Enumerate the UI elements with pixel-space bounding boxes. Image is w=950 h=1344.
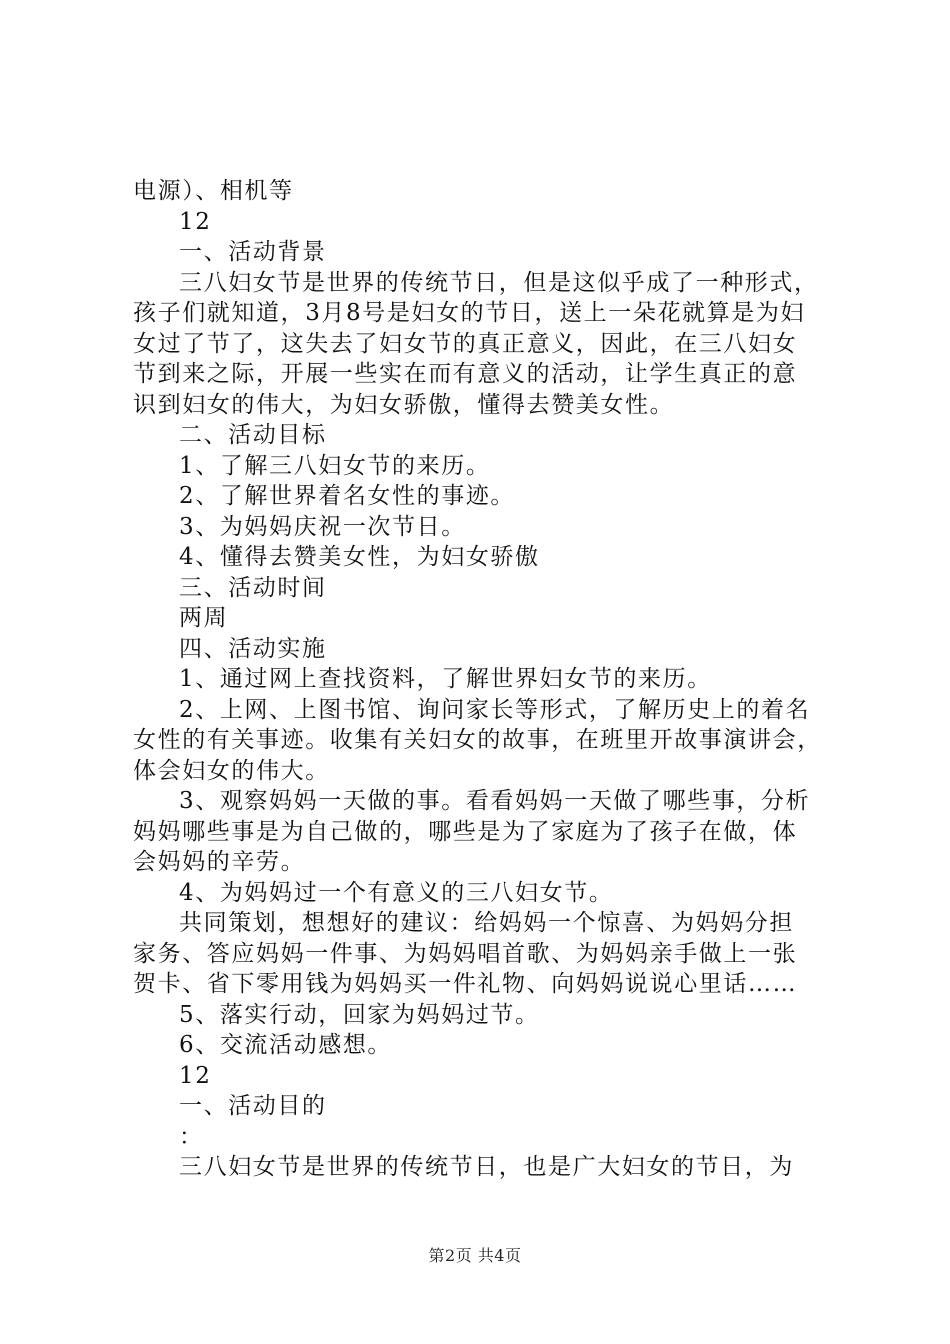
paragraph-line: 三八妇女节是世界的传统节日，但是这似乎成了一种形式， — [179, 269, 819, 296]
page-number-footer: 第2页 共4页 — [428, 1246, 522, 1265]
paragraph-line: 妈妈哪些事是为自己做的，哪些是为了家庭为了孩子在做，体 — [133, 818, 798, 845]
text-line: 电源）、相机等 — [133, 178, 294, 204]
paragraph-line: 女性的有关事迹。收集有关妇女的故事，在班里开故事演讲会， — [133, 727, 822, 753]
list-item: 1、通过网上查找资料，了解世界妇女节的来历。 — [179, 666, 712, 692]
paragraph-line: 识到妇女的伟大，为妇女骄傲，懂得去赞美女性。 — [133, 391, 675, 418]
document-body — [133, 176, 833, 1183]
list-item: 2、了解世界着名女性的事迹。 — [179, 483, 516, 509]
list-item: 6、交流活动感想。 — [179, 1032, 393, 1058]
text-line: ： — [179, 1123, 204, 1150]
text-line: 12 — [179, 1062, 212, 1089]
section-heading: 一、活动目的 — [179, 1093, 327, 1119]
list-item: 3、观察妈妈一天做的事。看看妈妈一天做了哪些事，分析 — [179, 788, 811, 814]
list-item: 4、为妈妈过一个有意义的三八妇女节。 — [179, 879, 614, 906]
paragraph-line: 三八妇女节是世界的传统节日，也是广大妇女的节日，为 — [179, 1154, 794, 1180]
list-item: 3、为妈妈庆祝一次节日。 — [179, 513, 466, 540]
paragraph-line: 体会妇女的伟大。 — [133, 757, 330, 784]
section-heading: 四、活动实施 — [179, 635, 327, 662]
paragraph-line: 会妈妈的辛劳。 — [133, 849, 306, 875]
section-heading: 三、活动时间 — [179, 574, 327, 601]
list-item: 5、落实行动，回家为妈妈过节。 — [179, 1001, 540, 1028]
section-heading: 二、活动目标 — [179, 422, 327, 448]
paragraph-line: 女过了节了，这失去了妇女节的真正意义，因此，在三八妇女 — [133, 330, 798, 357]
paragraph-line: 孩子们就知道，3月8号是妇女的节日，送上一朵花就算是为妇 — [133, 300, 806, 326]
paragraph-line: 共同策划，想想好的建议：给妈妈一个惊喜、为妈妈分担 — [179, 910, 794, 936]
paragraph-line: 家务、答应妈妈一件事、为妈妈唱首歌、为妈妈亲手做上一张 — [133, 940, 798, 967]
paragraph-line: 节到来之际，开展一些实在而有意义的活动，让学生真正的意 — [133, 361, 798, 387]
text-line: 12 — [179, 208, 212, 235]
list-item: 2、上网、上图书馆、询问家长等形式，了解历史上的着名 — [179, 696, 811, 723]
section-heading: 一、活动背景 — [179, 239, 327, 265]
paragraph-line: 贺卡、省下零用钱为妈妈买一件礼物、向妈妈说说心里话…… — [133, 971, 798, 997]
list-item: 4、懂得去赞美女性，为妇女骄傲 — [179, 544, 540, 570]
text-line: 两周 — [179, 605, 229, 631]
list-item: 1、了解三八妇女节的来历。 — [179, 452, 491, 479]
